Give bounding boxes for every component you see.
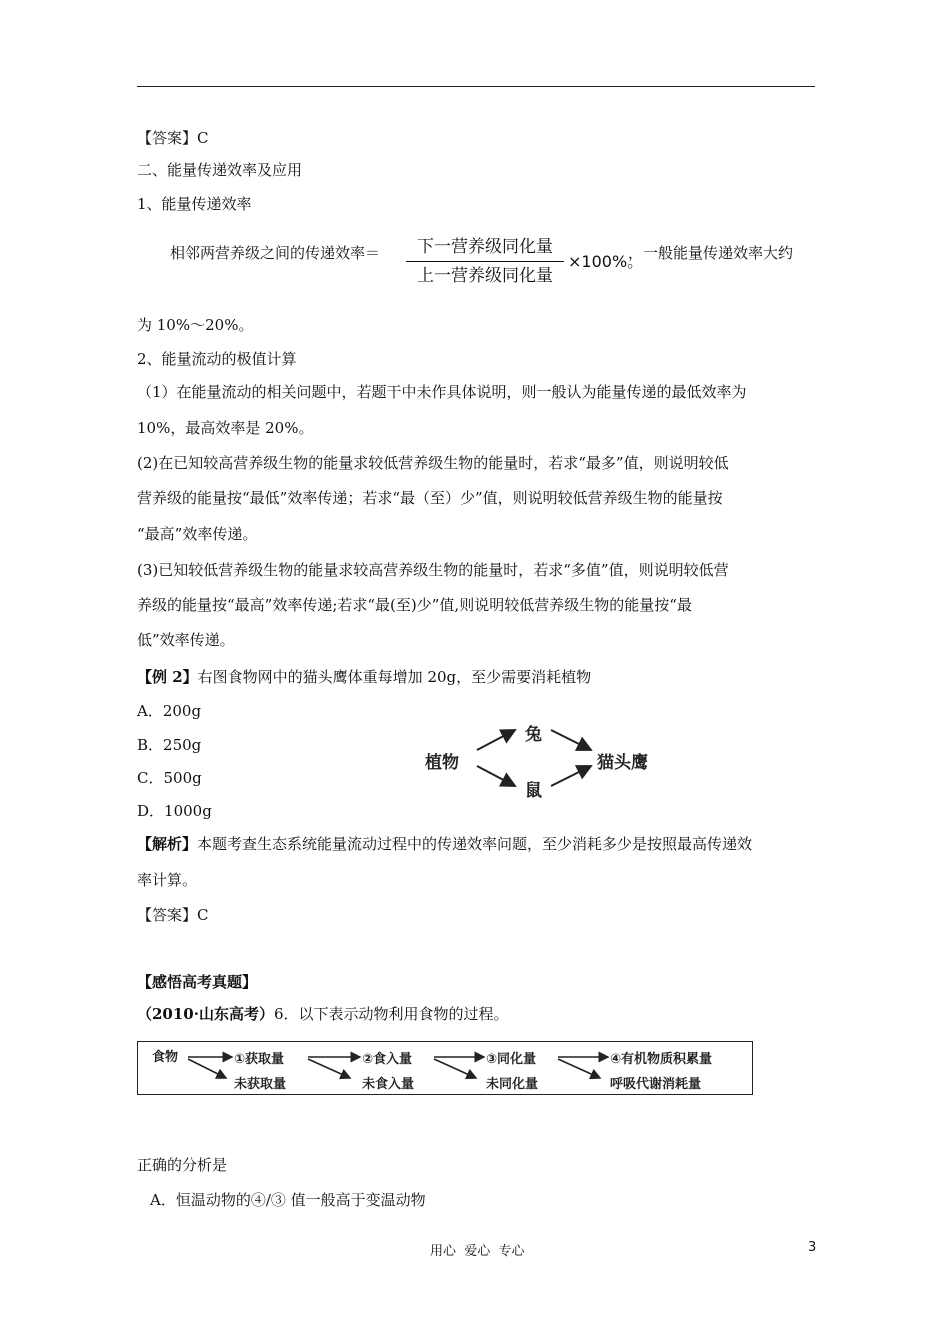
food-web-diagram	[425, 716, 675, 801]
analysis-line-1	[137, 834, 752, 854]
paragraph-3-line-1: (3)已知较低营养级生物的能量求较高营养级生物的能量时，若求“多值”值，则说明较低营	[137, 561, 729, 579]
correct-analysis-prompt: 正确的分析是	[137, 1156, 228, 1174]
paragraph-3-line-2: 养级的能量按“最高”效率传递;若求“最(至)少”值,则说明较低营养级生物的能量按“最	[137, 596, 692, 614]
paragraph-2-line-1: (2)在已知较高营养级生物的能量求较低营养级生物的能量时，若求“最多”值，则说明较低	[137, 454, 729, 472]
answer-1: 【答案】C	[137, 129, 209, 147]
gaokao-heading: 【感悟高考真题】	[137, 973, 258, 991]
formula-suffix: ，一般能量传递效率大约	[628, 244, 794, 262]
paragraph-1-line-2: 10%，最高效率是 20%。	[137, 419, 314, 437]
process-top-1: ①获取量	[234, 1052, 285, 1067]
answer-2: 【答案】C	[137, 906, 209, 924]
range-line: 为 10%～20%。	[137, 316, 254, 334]
formula-numerator: 下一营养级同化量	[417, 237, 553, 257]
fraction-bar	[406, 261, 564, 262]
process-bottom-2: 未食入量	[362, 1077, 415, 1092]
process-bottom-3: 未同化量	[486, 1077, 539, 1092]
paragraph-1-line-1: （1）在能量流动的相关问题中，若题干中未作具体说明，则一般认为能量传递的最低效率为	[137, 383, 747, 401]
arrow-rabbit-owl	[551, 730, 591, 750]
question-6	[137, 1004, 509, 1024]
answer-option-a: A．恒温动物的④/③ 值一般高于变温动物	[150, 1191, 426, 1209]
process-bottom-1: 未获取量	[234, 1077, 287, 1092]
node-rabbit: 兔	[525, 725, 542, 745]
paragraph-2-line-2: 营养级的能量按“最低”效率传递；若求“最（至）少”值，则说明较低营养级生物的能量按	[137, 489, 723, 507]
process-food: 食物	[152, 1050, 179, 1065]
node-owl: 猫头鹰	[597, 753, 648, 773]
process-top-2: ②食入量	[362, 1052, 413, 1067]
arrow-plant-mouse	[477, 766, 515, 786]
paragraph-3-line-3: 低”效率传递。	[137, 631, 235, 649]
process-top-3: ③同化量	[486, 1052, 537, 1067]
formula-denominator: 上一营养级同化量	[417, 266, 553, 286]
arrow-mouse-owl	[551, 766, 591, 786]
option-b: B．250g	[137, 736, 202, 754]
footer-motto: 用心 爱心 专心	[430, 1244, 525, 1259]
subheading-1: 1、能量传递效率	[137, 195, 252, 213]
analysis-line-2: 率计算。	[137, 871, 198, 889]
process-bottom-4: 呼吸代谢消耗量	[610, 1077, 702, 1092]
section-heading-2: 二、能量传递效率及应用	[137, 161, 303, 179]
example-2-text: 右图食物网中的猫头鹰体重每增加 20g，至少需要消耗植物	[197, 668, 592, 686]
option-d: D．1000g	[137, 802, 212, 820]
process-top-4: ④有机物质积累量	[610, 1052, 713, 1067]
question-6-source: （2010·山东高考）	[137, 1005, 274, 1023]
subheading-2: 2、能量流动的极值计算	[137, 350, 297, 368]
formula-multiplier: ×100%。	[568, 252, 644, 271]
example-2-label: 【例 2】	[137, 668, 198, 686]
page-number: 3	[808, 1240, 817, 1255]
header-rule	[137, 86, 815, 87]
analysis-text: 本题考查生态系统能量流动过程中的传递效率问题，至少消耗多少是按照最高传递效	[197, 835, 753, 853]
node-plant: 植物	[425, 753, 459, 773]
option-a: A．200g	[137, 702, 202, 720]
example-2	[137, 667, 591, 687]
arrow-plant-rabbit	[477, 730, 515, 750]
analysis-label: 【解析】	[137, 835, 198, 853]
option-c: C．500g	[137, 769, 202, 787]
paragraph-2-line-3: “最高”效率传递。	[137, 525, 258, 543]
formula-prefix: 相邻两营养级之间的传递效率＝	[170, 244, 381, 262]
formula-fraction	[406, 235, 564, 288]
node-mouse: 鼠	[525, 781, 542, 801]
food-utilization-diagram	[137, 1041, 753, 1095]
question-6-text: 6．以下表示动物利用食物的过程。	[273, 1005, 509, 1023]
